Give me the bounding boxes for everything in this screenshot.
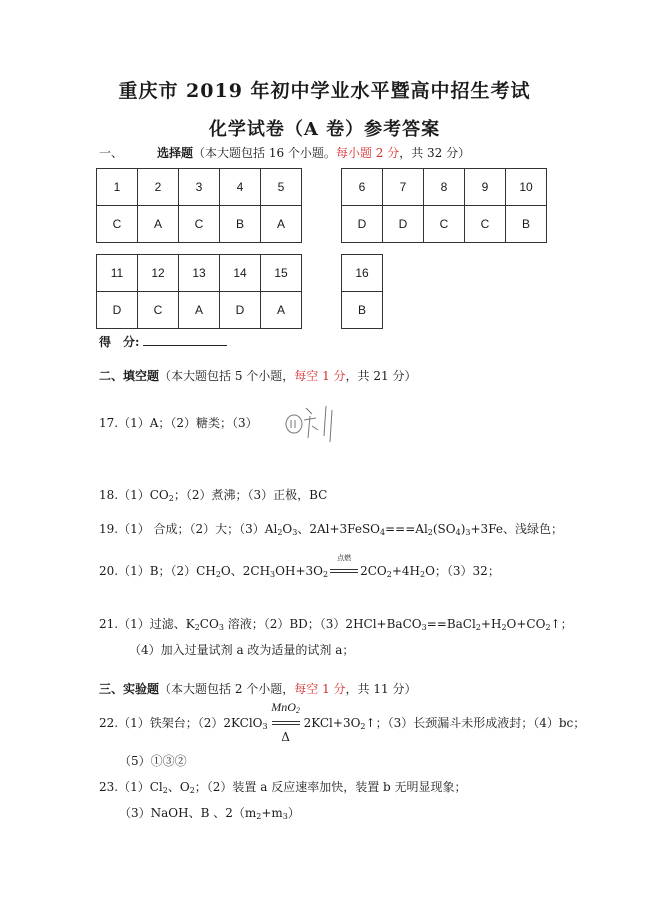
answer-table-11-15: [96, 254, 302, 329]
section-3-total: ，共 11 分）: [345, 682, 417, 696]
score-line: [99, 333, 227, 350]
question-number: 1: [97, 169, 138, 206]
question-number: 15: [261, 255, 302, 292]
section-3-score: 每空 1 分: [294, 682, 346, 696]
answer-20: 20.（1）B；$(2)CH_2O$、$2CH_3OH+3O_2$ 点燃 $2CO_2+4H_2O$；（3）32；: [99, 554, 500, 579]
answer-row: [97, 206, 302, 243]
section-3-desc: （本大题包括 2 个小题，: [159, 682, 295, 696]
answer-row: [342, 292, 383, 329]
reaction-condition: 点燃: [337, 554, 352, 562]
section-2-heading: [99, 367, 416, 384]
answer-table-16: [341, 254, 383, 329]
question-number: 14: [220, 255, 261, 292]
answer-19: 19.（1） 合成；（2）大；$(3)Al_2O_3$、$2Al+3FeSO_4===Al_2(SO_4)_3+3Fe$、浅绿色；: [99, 522, 563, 537]
answer-21-4: （4）加入过量试剂 a 改为适量的试剂 a；: [129, 643, 355, 657]
question-number: 3: [179, 169, 220, 206]
section-2-desc: （本大题包括 5 个小题，: [159, 369, 295, 383]
question-row: [342, 255, 383, 292]
handwritten-mark: [282, 398, 352, 446]
section-1-number: 一、: [99, 146, 124, 160]
score-label: 得 分:: [99, 335, 140, 349]
answer-cell: C: [465, 206, 506, 243]
answer-22-5: （5）①③②: [119, 754, 187, 768]
answer-cell: A: [138, 206, 179, 243]
answer-cell: A: [179, 292, 220, 329]
score-blank: [143, 333, 227, 346]
answer-17: 17.（1）A；（2）糖类；（3）: [99, 416, 258, 430]
section-3-heading: [99, 680, 416, 697]
answer-table-1-5: [96, 168, 302, 243]
answer-23: $23.(1)Cl_2$、$O_2$；（2）装置 a 反应速率加快，装置 b 无明显现象；: [99, 780, 467, 795]
question-number: 5: [261, 169, 302, 206]
answer-table-6-10: [341, 168, 547, 243]
answer-cell: B: [506, 206, 547, 243]
question-row: [97, 255, 302, 292]
page-subtitle: 化学试卷（A 卷）参考答案: [208, 119, 441, 140]
answer-cell: D: [97, 292, 138, 329]
page-title: 重庆市 2019 年初中学业水平暨高中招生考试: [118, 80, 531, 102]
question-row: [342, 169, 547, 206]
heat-symbol: Δ: [281, 730, 290, 744]
question-number: 8: [424, 169, 465, 206]
catalyst-label: MnO$_2$: [271, 700, 300, 715]
answer-cell: D: [342, 206, 383, 243]
answer-cell: B: [342, 292, 383, 329]
section-2-name: 二、填空题: [99, 369, 160, 383]
question-row: [97, 169, 302, 206]
answer-22: 22.（1）铁架台；（2）2KClO$_3$ MnO$_2$ Δ $2KCl+3O_2↑$；（3）长颈漏斗未形成液封；（4）bc；: [99, 700, 586, 744]
answer-21: 21.（1）过滤、$K_2CO_3$ 溶液；（2）BD；$(3)2HCl+BaCO_3==BaCl_2+H_2O+CO_2↑$；: [99, 617, 573, 632]
question-number: 4: [220, 169, 261, 206]
answer-cell: B: [220, 206, 261, 243]
section-1-name: 选择题: [157, 146, 194, 160]
answer-cell: A: [261, 206, 302, 243]
question-number: 16: [342, 255, 383, 292]
answer-23-3: （3）NaOH、B 、$2(m_2+m_3)$: [119, 806, 300, 821]
question-number: 10: [506, 169, 547, 206]
question-number: 2: [138, 169, 179, 206]
answer-cell: C: [424, 206, 465, 243]
question-number: 12: [138, 255, 179, 292]
section-1-desc: （本大题包括 16 个小题。: [193, 146, 336, 160]
answer-cell: D: [220, 292, 261, 329]
answer-cell: D: [383, 206, 424, 243]
section-2-total: ，共 21 分）: [345, 369, 417, 383]
section-2-score: 每空 1 分: [294, 369, 346, 383]
question-number: 9: [465, 169, 506, 206]
answer-row: [342, 206, 547, 243]
section-1-heading: [99, 144, 470, 161]
answer-row: [97, 292, 302, 329]
answer-cell: A: [261, 292, 302, 329]
answer-cell: C: [138, 292, 179, 329]
section-1-total: ，共 32 分）: [399, 146, 471, 160]
section-1-score: 每小题 2 分: [335, 146, 400, 160]
answer-cell: C: [179, 206, 220, 243]
answer-18: $18.(1)CO_2$；（2）煮沸；（3）正极，BC: [99, 488, 328, 503]
question-number: 11: [97, 255, 138, 292]
section-3-name: 三、实验题: [99, 682, 160, 696]
question-number: 6: [342, 169, 383, 206]
question-number: 7: [383, 169, 424, 206]
answer-cell: C: [97, 206, 138, 243]
question-number: 13: [179, 255, 220, 292]
